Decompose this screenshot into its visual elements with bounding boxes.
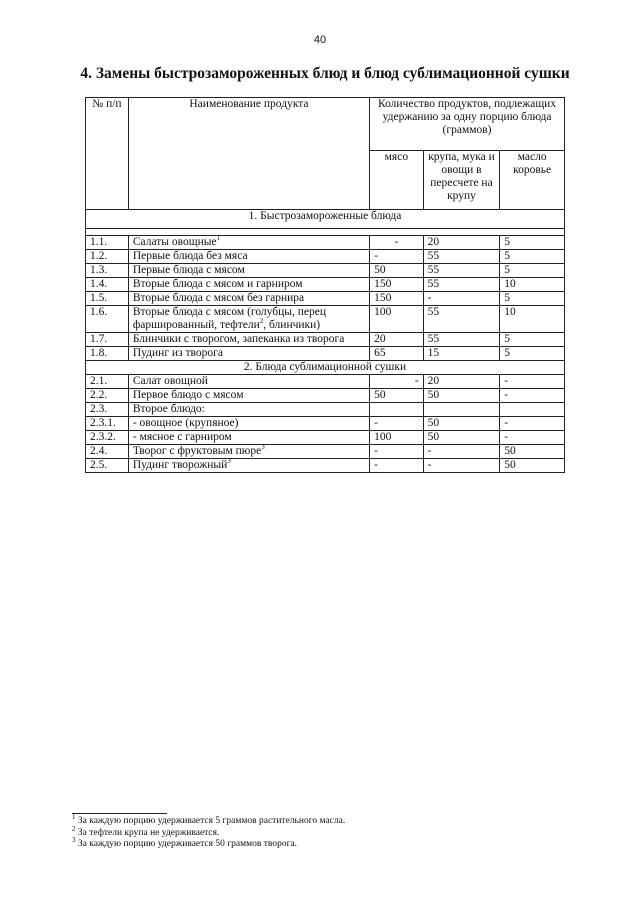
header-grain: крупа, мука и овощи в пересчете на крупу <box>423 151 500 210</box>
row-butter: 5 <box>500 264 565 278</box>
row-num: 2.1. <box>86 375 129 389</box>
row-meat: 50 <box>370 264 424 278</box>
row-grain <box>423 403 500 417</box>
row-grain: 50 <box>423 417 500 431</box>
row-grain: 55 <box>423 250 500 264</box>
footnote: $^1$ За каждую порцию удерживается 5 граммов растительного масла. <box>72 812 346 826</box>
row-meat: 50 <box>370 389 424 403</box>
page-title: 4. Замены быстрозамороженных блюд и блюд сублимационной сушки <box>80 65 570 82</box>
section-row <box>86 210 565 229</box>
row-num: 1.4. <box>86 278 129 292</box>
row-butter: 50 <box>500 445 565 459</box>
row-num: 2.2. <box>86 389 129 403</box>
row-butter <box>500 403 565 417</box>
row-meat <box>370 403 424 417</box>
table-row <box>86 250 565 264</box>
footnote: $^3$ За каждую порцию удерживается 50 граммов творога. <box>72 835 298 849</box>
header-group: Количество продуктов, подлежащих удержанию за одну порцию блюда (граммов) <box>370 98 565 151</box>
row-grain: - <box>423 292 500 306</box>
row-meat: - <box>370 375 424 389</box>
row-butter: 50 <box>500 459 565 473</box>
table-row <box>86 389 565 403</box>
row-meat: 150 <box>370 292 424 306</box>
row-meat: - <box>370 459 424 473</box>
row-butter: 5 <box>500 236 565 250</box>
row-butter: 5 <box>500 347 565 361</box>
row-num: 1.8. <box>86 347 129 361</box>
row-butter: 10 <box>500 306 565 333</box>
table-row <box>86 264 565 278</box>
row-meat: 100 <box>370 431 424 445</box>
header-name: Наименование продукта <box>128 98 369 210</box>
section-row <box>86 361 565 375</box>
row-num: 1.3. <box>86 264 129 278</box>
row-num: 1.6. <box>86 306 129 333</box>
row-grain: 55 <box>423 264 500 278</box>
section-title: 2. Блюда сублимационной сушки <box>86 361 565 375</box>
row-butter: - <box>500 375 565 389</box>
row-grain: 20 <box>423 375 500 389</box>
row-name: Вторые блюда с мясом без гарнира <box>128 292 369 306</box>
row-grain: 50 <box>423 431 500 445</box>
row-name: Первые блюда без мяса <box>128 250 369 264</box>
row-name: Первое блюдо с мясом <box>128 389 369 403</box>
row-grain: - <box>423 459 500 473</box>
table-row <box>86 292 565 306</box>
row-name: - овощное (крупяное) <box>128 417 369 431</box>
footnotes <box>72 812 346 851</box>
row-meat: - <box>370 250 424 264</box>
row-num: 1.1. <box>86 236 129 250</box>
row-grain: 55 <box>423 333 500 347</box>
header-butter: масло коровье <box>500 151 565 210</box>
table-row <box>86 333 565 347</box>
row-butter: 5 <box>500 292 565 306</box>
row-meat: - <box>370 236 424 250</box>
row-grain: 50 <box>423 389 500 403</box>
row-num: 1.7. <box>86 333 129 347</box>
row-num: 2.3. <box>86 403 129 417</box>
header-meat: мясо <box>370 151 424 210</box>
row-name: Первые блюда с мясом <box>128 264 369 278</box>
page-number: 40 <box>313 34 327 46</box>
substitution-table <box>85 97 565 473</box>
row-num: 1.5. <box>86 292 129 306</box>
row-num: 2.3.2. <box>86 431 129 445</box>
section-title: 1. Быстрозамороженные блюда <box>86 210 565 229</box>
table-row <box>86 431 565 445</box>
row-meat: - <box>370 445 424 459</box>
table-row <box>86 375 565 389</box>
row-name: Пудинг из творога <box>128 347 369 361</box>
row-grain: 15 <box>423 347 500 361</box>
table-row <box>86 347 565 361</box>
footnote-separator <box>72 813 167 814</box>
row-name: Салаты овощные$^1$ <box>128 236 369 250</box>
row-name: Второе блюдо: <box>128 403 369 417</box>
header-row <box>86 98 565 151</box>
header-num: № п/п <box>86 98 129 210</box>
row-grain: 20 <box>423 236 500 250</box>
row-butter: - <box>500 431 565 445</box>
row-name: Вторые блюда с мясом (голубцы, перец фаршированный, тефтели$^2$, блинчики) <box>128 306 369 333</box>
table-row <box>86 445 565 459</box>
row-name: Салат овощной <box>128 375 369 389</box>
row-meat: 150 <box>370 278 424 292</box>
row-num: 2.5. <box>86 459 129 473</box>
table-row <box>86 236 565 250</box>
row-meat: 65 <box>370 347 424 361</box>
table-row <box>86 403 565 417</box>
row-name: Вторые блюда с мясом и гарниром <box>128 278 369 292</box>
row-butter: - <box>500 389 565 403</box>
row-num: 2.4. <box>86 445 129 459</box>
row-meat: 100 <box>370 306 424 333</box>
row-name: Блинчики с творогом, запеканка из творога <box>128 333 369 347</box>
row-num: 2.3.1. <box>86 417 129 431</box>
row-grain: - <box>423 445 500 459</box>
table-row <box>86 278 565 292</box>
table-row <box>86 306 565 333</box>
row-meat: 20 <box>370 333 424 347</box>
row-meat: - <box>370 417 424 431</box>
footnote: $^2$ За тефтели крупа не удерживается. <box>72 824 220 838</box>
row-butter: 5 <box>500 333 565 347</box>
row-butter: - <box>500 417 565 431</box>
table-row <box>86 459 565 473</box>
row-name: - мясное с гарниром <box>128 431 369 445</box>
row-num: 1.2. <box>86 250 129 264</box>
row-name: Творог с фруктовым пюре$^3$ <box>128 445 369 459</box>
table-row <box>86 417 565 431</box>
row-butter: 10 <box>500 278 565 292</box>
row-name: Пудинг творожный$^3$ <box>128 459 369 473</box>
row-butter: 5 <box>500 250 565 264</box>
row-grain: 55 <box>423 278 500 292</box>
row-grain: 55 <box>423 306 500 333</box>
